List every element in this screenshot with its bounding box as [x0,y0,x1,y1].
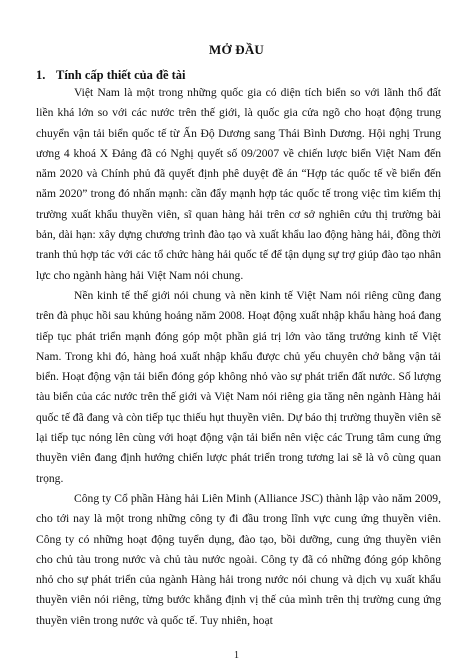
section-number: 1. [36,68,46,82]
paragraph-2: Nền kinh tế thế giới nói chung và nền kinh tế Việt Nam nói riêng cũng đang trên đà phục hồi sau khủng hoảng năm 2008. Hoạt động xuất nhập khẩu hàng hoá đang tiếp tục phát triển mạnh đóng góp một phần giá trị lớn vào tăng trưởng kinh tế Việt Nam. Trong khi đó, hàng hoá xuất nhập khẩu được chủ yếu chuyên chở bằng vận tải biển. Hoạt động vận tải biển đóng góp không nhỏ vào sự phát triển đất nước. Số lượng tàu biển của các nước trên thế giới và Việt Nam nói riêng gia tăng nên ngành Hàng hải quốc tế đã đang và còn tiếp tục thiếu hụt thuyền viên. Dự báo thị trường thuyền viên sẽ lại tiếp tục nóng lên cùng với hoạt động vận tải biển nên việc các Trung tâm cung ứng thuyền viên đang định hướng chiến lược phát triển trong tương lai sẽ là vô cùng quan trọng. [36,288,441,485]
page-number: 1 [234,650,239,661]
paragraph-1: Việt Nam là một trong những quốc gia có diện tích biển so với lãnh thổ đất liền khá lớn so với các nước trên thế giới, là quốc gia cửa ngõ cho hoạt động trung chuyển vận tải biển quốc tế từ Ấn Độ Dương sang Thái Bình Dương. Hội nghị Trung ương 4 khoá X Đảng đã có Nghị quyết số 09/2007 về chiến lược biển Việt Nam đến năm 2020 và Chính phủ đã quyết định phê duyệt đề án “Hợp tác quốc tế về biển đến năm 2020” trong đó nhấn mạnh: cần đẩy mạnh hợp tác quốc tế trong việc tìm kiếm thị trường xuất khẩu thuyền viên, sĩ quan hàng hải trên cơ sở nghiên cứu thị trường bài bản, dài hạn: xây dựng chương trình đào tạo và xuất khẩu lao động hàng hải, đồng thời tranh thủ hợp tác với các tổ chức hàng hải quốc tế để tận dụng sự trợ giúp đào tạo nhân lực cho ngành hàng hải Việt Nam nói chung. [36,86,441,282]
document-body [36,83,441,631]
document-title: MỞ ĐẦU [209,42,264,57]
section-title: Tính cấp thiết của đề tài [56,68,186,82]
section-heading [36,68,186,83]
paragraph-3: Công ty Cổ phần Hàng hải Liên Minh (Alliance JSC) thành lập vào năm 2009, cho tới nay là một trong những công ty đi đầu trong lĩnh vực cung ứng thuyền viên. Công ty có những hoạt động tuyển dụng, đào tạo, bồi dưỡng, cung ứng thuyền viên cho chủ tàu trong nước và chủ tàu nước ngoài. Công ty đã có những đóng góp không nhỏ cho sự phát triển của ngành Hàng hải trong nước nói chung và dịch vụ xuất khẩu thuyền viên nói riêng, từng bước khẳng định vị thế của mình trên thị trường cung ứng thuyền viên trong nước và quốc tế. Tuy nhiên, hoạt [36,491,441,627]
